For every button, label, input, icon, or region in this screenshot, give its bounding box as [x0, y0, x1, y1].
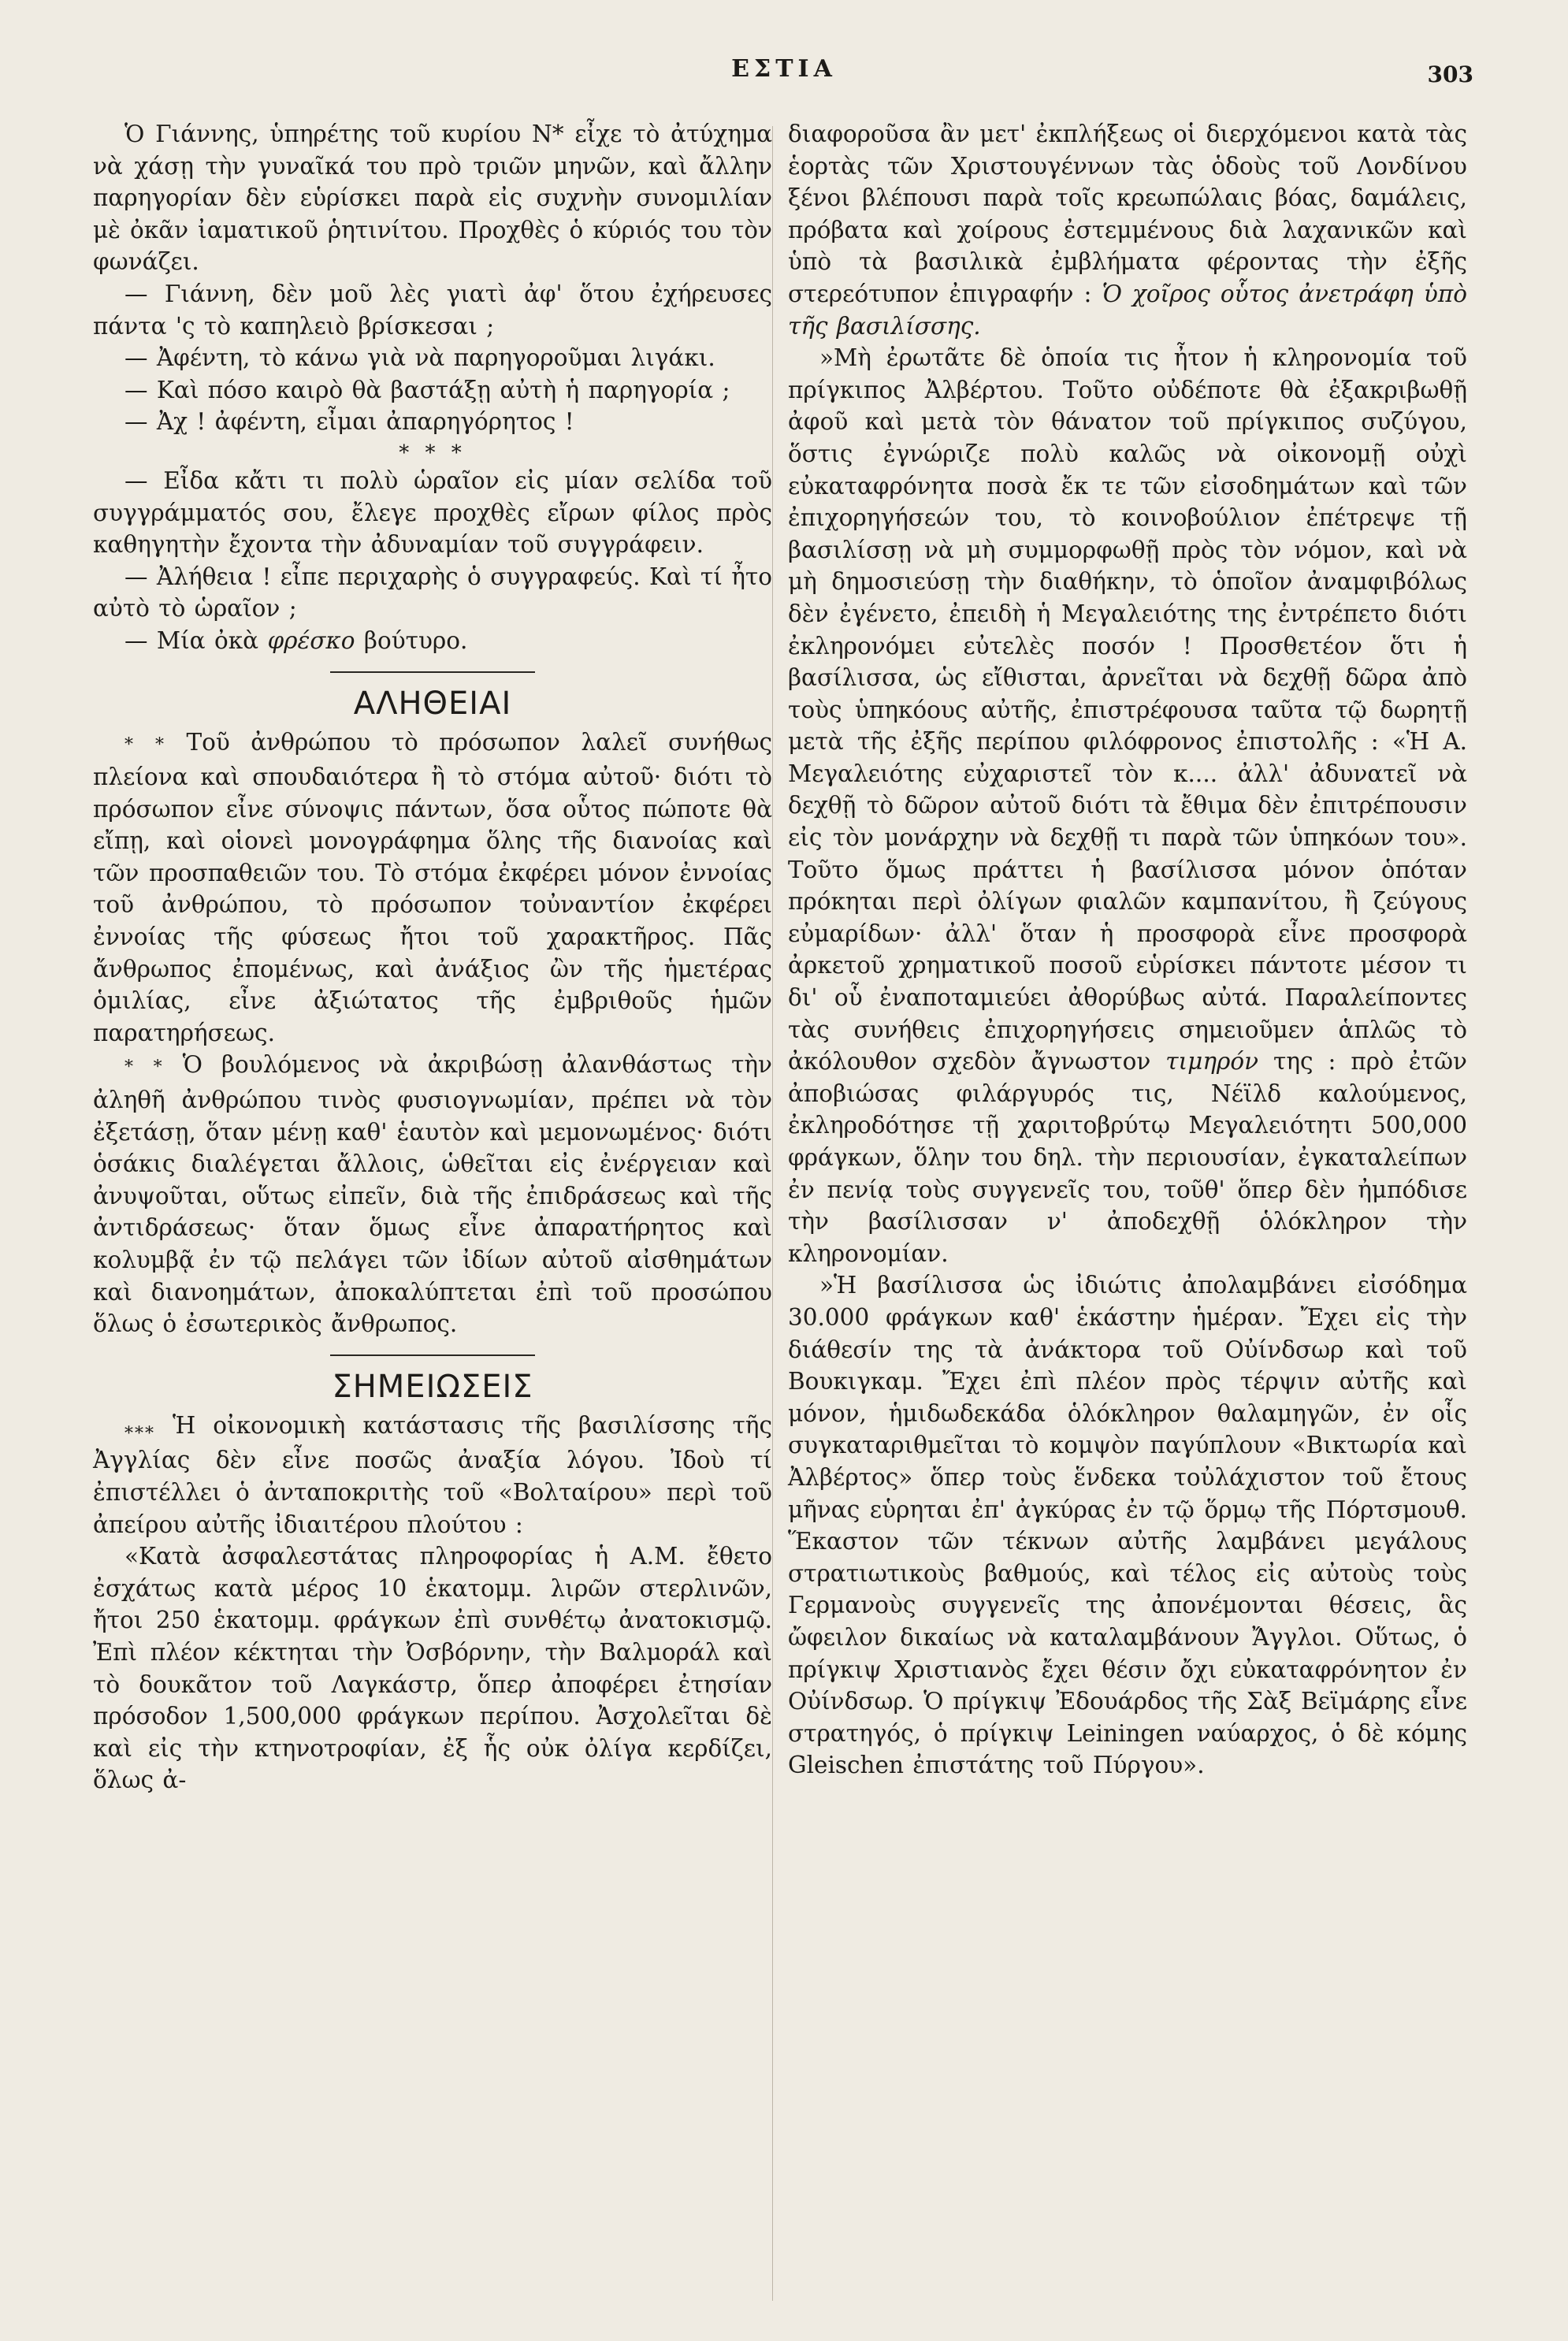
- dialogue-line: — Γιάννη, δὲν μοῦ λὲς γιατὶ ἀφ' ὅτου ἐχήρευσες πάντα 'ς τὸ καπηλειὸ βρίσκεσαι ;: [93, 280, 772, 340]
- anecdote-paragraph: — Εἶδα κἄτι τι πολὺ ὡραῖον εἰς μίαν σελίδα τοῦ συγγράμματός σου, ἔλεγε προχθὲς εἴρων φίλος πρὸς καθηγητὴν ἔχοντα τὴν ἀδυναμίαν τοῦ συγγράφειν.: [93, 466, 772, 559]
- section-rule: [330, 671, 535, 673]
- paragraph-text: διαφοροῦσα ἂν μετ' ἐκπλήξεως οἱ διερχόμενοι κατὰ τὰς ἑορτὰς τῶν Χριστουγέννων τὰς ὁδοὺς τοῦ Λονδίνου ξένοι βλέπουσι παρὰ τοῖς κρεωπώλαις βόας, δαμάλεις, πρόβατα καὶ χοίρους ἐστεμμένους διὰ λαχανικῶν καὶ ὑπὸ τὰ βασιλικὰ ἐμβλήματα φέροντας τὴν ἐξῆς στερεότυπον ἐπιγραφήν :: [788, 121, 1467, 307]
- page-number: 303: [1427, 61, 1473, 87]
- dialogue-text: — Μία ὀκὰ: [124, 626, 268, 654]
- asterism-mark: * *: [124, 734, 166, 755]
- truth-paragraph: [93, 726, 772, 1050]
- section-heading-truths: ΑΛΗΘΕΙΑΙ: [353, 685, 512, 722]
- paragraph-text: Ἡ οἰκονομικὴ κατάστασις τῆς βασιλίσσης τῆς Ἀγγλίας δὲν εἶνε ποσῶς ἀναξία λόγου. Ἰδοὺ τί ἐπιστέλλει ὁ ἀνταποκριτὴς τοῦ «Βολταίρου» περὶ τοῦ ἀπείρου αὐτῆς ἰδιαιτέρου πλούτου :: [93, 1411, 772, 1538]
- dialogue-line: — Ἀχ ! ἀφέντη, εἶμαι ἀπαρηγόρητος !: [124, 408, 574, 436]
- asterism-mark: ⁎⁎⁎: [124, 1418, 155, 1438]
- notes-paragraph: »Ἡ βασίλισσα ὡς ἰδιώτις ἀπολαμβάνει εἰσόδημα 30.000 φράγκων καθ' ἑκάστην ἡμέραν. Ἔχει εἰς τὴν διάθεσίν της τὰ ἀνάκτορα τοῦ Οὐίνδσωρ καὶ τοῦ Βουκιγκαμ. Ἔχει ἐπὶ πλέον πρὸς τέρψιν αὐτῆς καὶ μόνον, ἡμιδωδεκάδα ὁλόκληρον θαλαμηγῶν, ἐν οἷς συγκαταριθμεῖται τὸ κομψὸν παγύπλουν «Βικτωρία καὶ Ἀλβέρτος» ὅπερ τοὺς ἕνδεκα τοὐλάχιστον τοῦ ἔτους μῆνας εὑρηται ἐπ' ἀγκύρας ἐν τῷ ὅρμῳ τῆς Πόρτσμουθ. Ἕκαστον τῶν τέκνων αὐτῆς λαμβάνει μεγάλους στρατιωτικοὺς βαθμούς, καὶ τέλος εἰς αὐτοὺς τοὺς Γερμανοὺς συγγενεῖς της ἀπονέμονται θέσεις, ἃς ὤφειλον δικαίως νὰ καταλαμβάνουν Ἄγγλοι. Οὕτως, ὁ πρίγκιψ Χριστιανὸς ἔχει θέσιν ὄχι εὐκαταφρόνητον ἐν Οὐίνδσωρ. Ὁ πρίγκιψ Ἐδουάρδος τῆς Σὰξ Βεϊμάρης εἶνε στρατηγός, ὁ πρίγκιψ Leiningen ναύαρχος, ὁ δὲ κόμης Gleischen ἐπιστάτης τοῦ Πύργου».: [788, 1272, 1467, 1779]
- dialogue-line: [93, 625, 772, 657]
- truth-paragraph: [93, 1049, 772, 1340]
- notes-paragraph: [93, 1410, 772, 1540]
- asterism-separator: * * *: [399, 440, 466, 465]
- emphasis-text: τιμηρόν: [1165, 1048, 1259, 1076]
- emphasis-text: Ὁ χοῖρος οὗτος ἀνετράφη ὑπὸ τῆς βασιλίσσης.: [788, 280, 1467, 340]
- dialogue-text: βούτυρο.: [355, 626, 468, 654]
- notes-paragraph: «Κατὰ ἀσφαλεστάτας πληροφορίας ἡ Α.Μ. ἔθετο ἐσχάτως κατὰ μέρος 10 ἑκατομμ. λιρῶν στερλινῶν, ἤτοι 250 ἑκατομμ. φράγκων ἐπὶ συνθέτῳ ἀνατοκισμῷ. Ἐπὶ πλέον κέκτηται τὴν Ὀσβόρνην, τὴν Βαλμοράλ καὶ τὸ δουκᾶτον τοῦ Λαγκάστρ, ὅπερ ἀποφέρει ἐτησίαν πρόσοδον 1,500,000 φράγκων περίπου. Ἀσχολεῖται δὲ καὶ εἰς τὴν κτηνοτροφίαν, ἐξ ἧς οὐκ ὀλίγα κερδίζει, ὅλως ἀ-: [93, 1543, 772, 1794]
- paragraph-text: Ὁ βουλόμενος νὰ ἀκριβώσῃ ἀλανθάστως τὴν ἀληθῆ ἀνθρώπου τινὸς φυσιογνωμίαν, πρέπει νὰ τὸν ἐξετάσῃ, ὅταν μένῃ καθ' ἑαυτὸν καὶ μεμονωμένος· διότι ὁσάκις διαλέγεται ἄλλοις, ὡθεῖται εἰς ἐνέργειαν καὶ ἀνυψοῦται, οὕτως εἰπεῖν, διὰ τῆς ἐπιδράσεως καὶ τῆς ἀντιδράσεως· ὅταν ὅμως εἶνε ἀπαρατήρητος καὶ κολυμβᾷ ἐν τῷ πελάγει τῶν ἰδίων αὐτοῦ αἰσθημάτων καὶ διανοημάτων, ἀποκαλύπτεται ἐπὶ τοῦ προσώπου ὅλως ὁ ἐσωτερικὸς ἄνθρωπος.: [93, 1051, 772, 1338]
- paragraph-text: της : πρὸ ἐτῶν ἀποβιώσας φιλάργυρός τις, Νέϊλδ καλούμενος, ἐκληροδότησε τῇ χαριτοβρύτῳ Μεγαλειότητι 500,000 φράγκων, ὅλην του δηλ. τὴν περιουσίαν, ἐγκαταλείπων ἐν πενίᾳ τοὺς συγγενεῖς του, τοῦθ' ὅπερ δὲν ἠμπόδισε τὴν βασίλισσαν ν' ἀποδεχθῇ ὁλόκληρον τὴν κληρονομίαν.: [788, 1048, 1467, 1267]
- running-head: [95, 55, 1473, 95]
- anecdote-paragraph: Ὁ Γιάννης, ὑπηρέτης τοῦ κυρίου Ν* εἶχε τὸ ἀτύχημα νὰ χάσῃ τὴν γυναῖκά του πρὸ τριῶν μηνῶν, καὶ ἄλλην παρηγορίαν δὲν εὑρίσκει παρὰ εἰς συχνὴν συνομιλίαν μὲ ὀκᾶν ἰαματικοῦ ῥητινίτου. Προχθὲς ὁ κύριός του τὸν φωνάζει.: [93, 121, 772, 276]
- journal-title: ΕΣΤΙΑ: [731, 55, 837, 83]
- paragraph-text: Τοῦ ἀνθρώπου τὸ πρόσωπον λαλεῖ συνήθως πλείονα καὶ σπουδαιότερα ἢ τὸ στόμα αὐτοῦ· διότι τὸ πρόσωπον εἶνε σύνοψις πάντων, ὅσα οὗτος πώποτε θὰ εἴπῃ, καὶ οἱονεὶ μονογράφημα ὅλης τῆς διανοίας καὶ τῶν προσπαθειῶν του. Τὸ στόμα ἐκφέρει μόνον ἐννοίας τοῦ ἀνθρώπου, τὸ πρόσωπον τοὐναντίον ἐκφέρει ἐννοίας τῆς φύσεως ἤτοι τοῦ χαρακτῆρος. Πᾶς ἄνθρωπος ἐπομένως, καὶ ἀνάξιος ὢν τῆς ἡμετέρας ὁμιλίας, εἶνε ἀξιώτατος τῆς ἐμβριθοῦς ἡμῶν παρατηρήσεως.: [93, 728, 772, 1046]
- right-column: [788, 118, 1467, 1782]
- section-heading-notes: ΣΗΜΕΙΩΣΕΙΣ: [332, 1368, 533, 1405]
- column-divider: [772, 126, 773, 2301]
- emphasis-text: φρέσκο: [267, 626, 355, 654]
- left-column: [93, 118, 772, 1797]
- paragraph-text: »Μὴ ἐρωτᾶτε δὲ ὁποία τις ἦτον ἡ κληρονομία τοῦ πρίγκιπος Ἀλβέρτου. Τοῦτο οὐδέποτε θὰ ἐξακριβωθῇ ἀφοῦ καὶ μετὰ τὸν θάνατον τοῦ πρίγκιπος συζύγου, ὅστις ἐγνώριζε πολὺ καλῶς νὰ οἰκονομῇ οὐχὶ εὐκαταφρόνητα ποσὰ ἔκ τε τῶν εἰσοδημάτων καὶ τῶν ἐπιχορηγήσεών του, τὸ κοινοβούλιον ἐπέτρεψε τῇ βασιλίσσῃ νὰ μὴ συμμορφωθῇ πρὸς τὸν νόμον, καὶ νὰ μὴ δημοσιεύσῃ τὴν διαθήκην, τὸ ὁποῖον ἀναμφιβόλως δὲν ἐγένετο, ἐπειδὴ ἡ Μεγαλειότης της ἐντρέπετο διότι ἐκληρονόμει εὐτελὲς ποσόν ! Προσθετέον ὅτι ἡ βασίλισσα, ὡς εἴθισται, ἀρνεῖται νὰ δεχθῇ δῶρα ἀπὸ τοὺς ὑπηκόους αὐτῆς, ἐπιστρέφουσα ταῦτα τῷ δωρητῇ μετὰ τῆς ἐξῆς περίπου φιλόφρονος ἐπιστολῆς : «Ἡ Α. Μεγαλειότης εὐχαριστεῖ τὸν κ.... ἀλλ' ἀδυνατεῖ νὰ δεχθῇ τὸ δῶρον αὐτοῦ διότι τὰ ἔθιμα δὲν ἐπιτρέπουσιν εἰς τὸν μονάρχην νὰ δεχθῇ τι παρὰ τῶν ὑπηκόων του». Τοῦτο ὅμως πράττει ἡ βασίλισσα μόνον ὁπόταν πρόκηται περὶ ὀλίγων φιαλῶν καμπανίτου, ἢ ζεύγους εὐμαρίδων· ἀλλ' ὅταν ἡ προσφορὰ εἶνε προσφορὰ ἀρκετοῦ χρηματικοῦ ποσοῦ εὑρίσκει πάντοτε μέσον τι δι' οὗ ἐναποταμιεύει ἀθορύβως αὐτά. Παραλείποντες τὰς συνήθεις ἐπιχορηγήσεις σημειοῦμεν ἁπλῶς τὸ ἀκόλουθον σχεδὸν ἄγνωστον: [788, 344, 1467, 1076]
- notes-paragraph: [788, 342, 1467, 1269]
- dialogue-line: — Ἀλήθεια ! εἶπε περιχαρὴς ὁ συγγραφεύς. Καὶ τί ἦτο αὐτὸ τὸ ὡραῖον ;: [93, 563, 772, 622]
- dialogue-line: — Ἀφέντη, τὸ κάνω γιὰ νὰ παρηγοροῦμαι λιγάκι.: [124, 344, 715, 372]
- asterism-mark: * *: [124, 1057, 164, 1078]
- section-rule: [330, 1354, 535, 1356]
- dialogue-line: — Καὶ πόσο καιρὸ θὰ βαστάξῃ αὐτὴ ἡ παρηγορία ;: [124, 376, 730, 403]
- continued-paragraph: [788, 118, 1467, 342]
